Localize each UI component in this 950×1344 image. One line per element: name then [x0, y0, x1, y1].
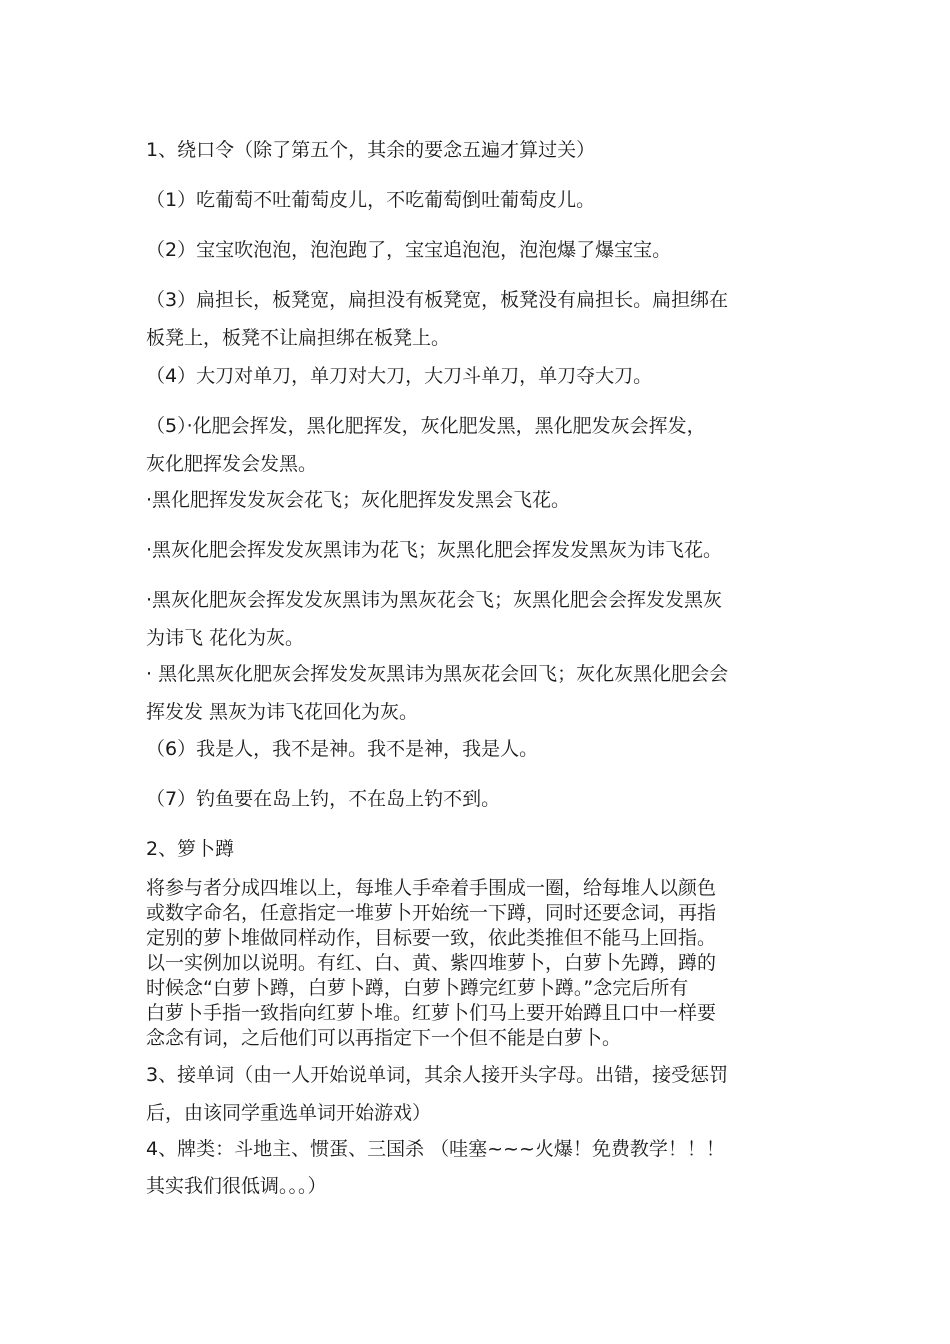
tongue-twister-5-line-2: 灰化肥挥发会发黑。: [146, 453, 318, 475]
section-2-line-5: 时候念“白萝卜蹲，白萝卜蹲，白萝卜蹲完红萝卜蹲。”念完后所有: [146, 977, 689, 999]
section-1-title: 1、绕口令（除了第五个，其余的要念五遍才算过关）: [146, 139, 596, 161]
section-4-line-1: 4、牌类：斗地主、惯蛋、三国杀 （哇塞~~~火爆！免费教学！！！: [146, 1138, 725, 1160]
section-2-line-4: 以一实例加以说明。有红、白、黄、紫四堆萝卜，白萝卜先蹲，蹲的: [146, 952, 717, 974]
tongue-twister-5-line-3: ·黑化肥挥发发灰会花飞；灰化肥挥发发黑会飞花。: [146, 489, 571, 511]
tongue-twister-1: （1）吃葡萄不吐葡萄皮儿，不吃葡萄倒吐葡萄皮儿。: [146, 189, 596, 211]
section-2-line-7: 念念有词，之后他们可以再指定下一个但不能是白萝卜。: [146, 1027, 622, 1049]
section-2-line-6: 白萝卜手指一致指向红萝卜堆。红萝卜们马上要开始蹲且口中一样要: [146, 1002, 717, 1024]
tongue-twister-3-line-1: （3）扁担长，板凳宽，扁担没有板凳宽，板凳没有扁担长。扁担绑在: [146, 289, 729, 311]
tongue-twister-5-line-8: 挥发发 黑灰为讳飞花回化为灰。: [146, 701, 419, 723]
section-3-line-2: 后，由该同学重选单词开始游戏）: [146, 1102, 432, 1124]
section-2-line-1: 将参与者分成四堆以上，每堆人手牵着手围成一圈，给每堆人以颜色: [146, 877, 717, 899]
section-3-line-1: 3、接单词（由一人开始说单词，其余人接开头字母。出错，接受惩罚: [146, 1064, 729, 1086]
tongue-twister-5-line-4: ·黑灰化肥会挥发发灰黑讳为花飞；灰黑化肥会挥发发黑灰为讳飞花。: [146, 539, 723, 561]
section-2-title: 2、箩卜蹲: [146, 838, 235, 860]
section-2-line-3: 定别的萝卜堆做同样动作，目标要一致，依此类推但不能马上回指。: [146, 927, 717, 949]
tongue-twister-5-line-5: ·黑灰化肥灰会挥发发灰黑讳为黑灰花会飞；灰黑化肥会会挥发发黑灰: [146, 589, 723, 611]
tongue-twister-5-line-7: · 黑化黑灰化肥灰会挥发发灰黑讳为黑灰花会回飞；灰化灰黑化肥会会: [146, 663, 729, 685]
section-2-line-2: 或数字命名，任意指定一堆萝卜开始统一下蹲，同时还要念词，再指: [146, 902, 717, 924]
tongue-twister-3-line-2: 板凳上，板凳不让扁担绑在板凳上。: [146, 327, 451, 349]
tongue-twister-5-line-1: （5）·化肥会挥发，黑化肥挥发，灰化肥发黑，黑化肥发灰会挥发，: [146, 415, 706, 437]
tongue-twister-2: （2）宝宝吹泡泡，泡泡跑了，宝宝追泡泡，泡泡爆了爆宝宝。: [146, 239, 672, 261]
section-4-line-2: 其实我们很低调。。。）: [146, 1175, 327, 1197]
tongue-twister-4: （4）大刀对单刀，单刀对大刀，大刀斗单刀，单刀夺大刀。: [146, 365, 653, 387]
tongue-twister-7: （7）钓鱼要在岛上钓，不在岛上钓不到。: [146, 788, 501, 810]
tongue-twister-6: （6）我是人，我不是神。我不是神，我是人。: [146, 738, 539, 760]
tongue-twister-5-line-6: 为讳飞 花化为灰。: [146, 627, 305, 649]
